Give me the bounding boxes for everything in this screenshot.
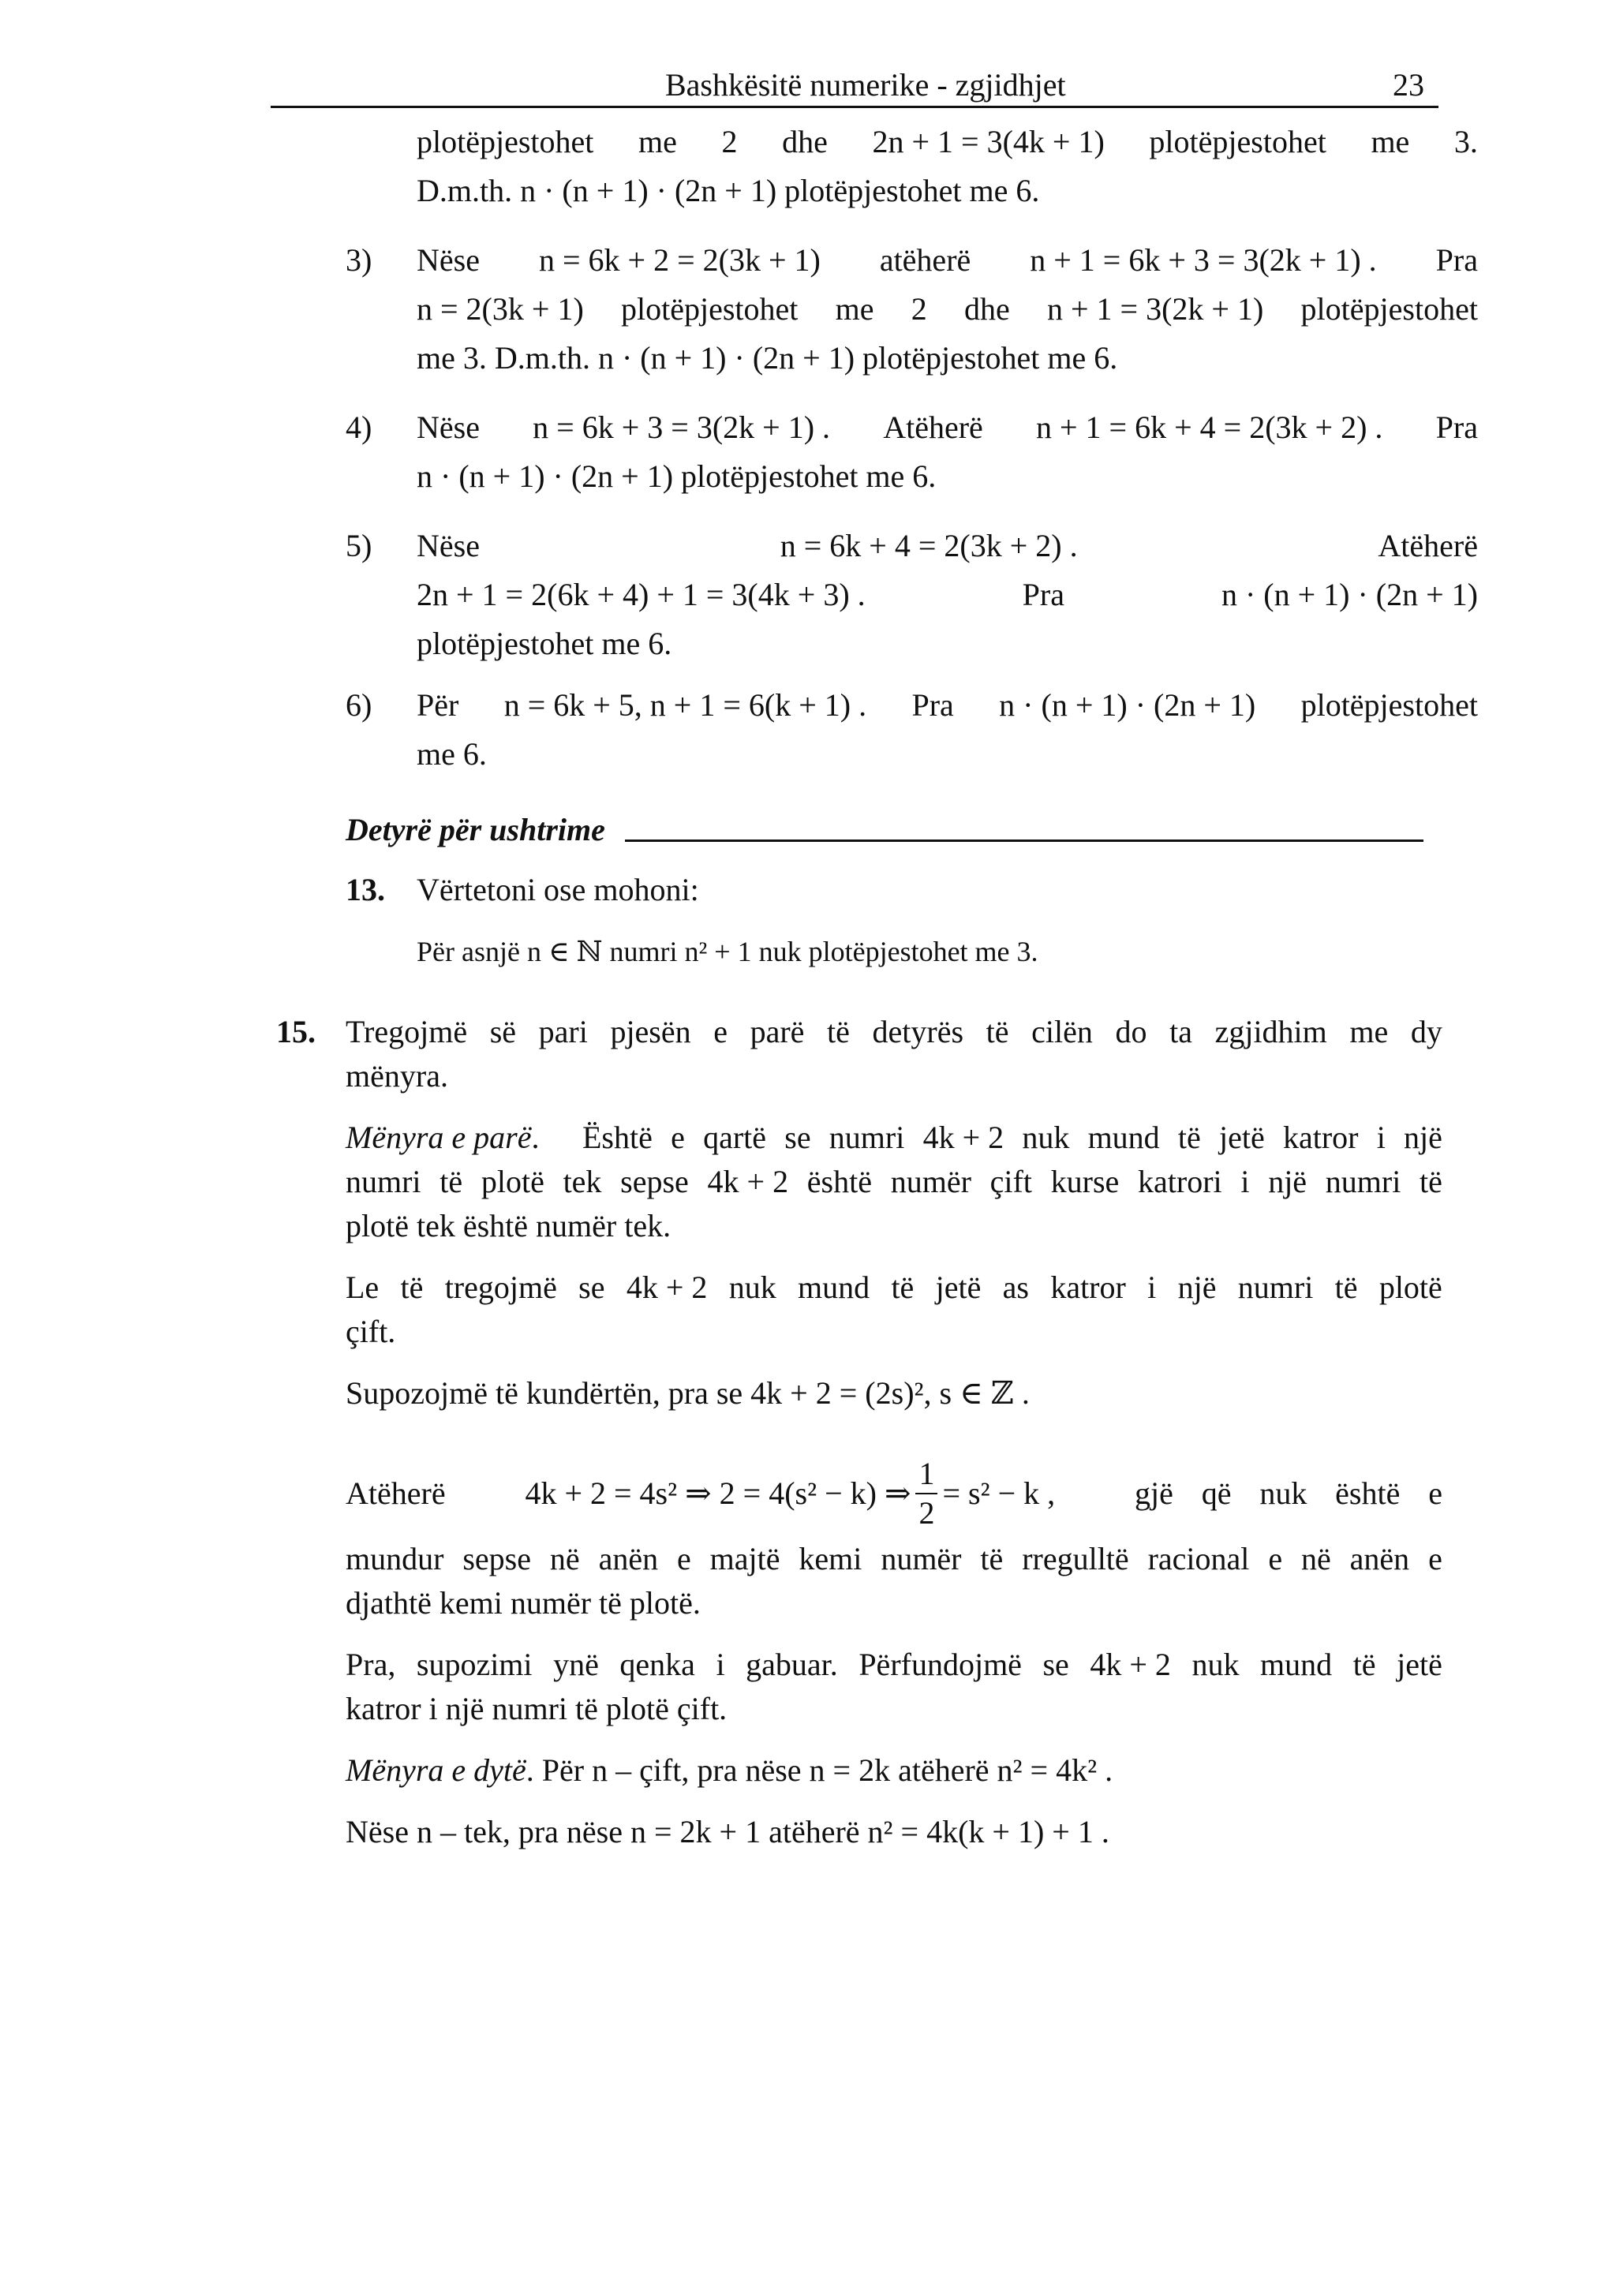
word: mund — [1087, 1120, 1160, 1155]
word: se — [578, 1270, 605, 1305]
word: atëherë — [879, 242, 971, 278]
word: jetë — [1397, 1647, 1442, 1682]
word: është — [806, 1164, 872, 1199]
word: n · (n + 1) · (2n + 1) — [999, 687, 1256, 723]
fraction-numerator: 1 — [915, 1455, 937, 1494]
word: me — [1349, 1014, 1389, 1049]
word: plotëpjestohet — [1149, 124, 1326, 159]
word: jetë — [1219, 1120, 1265, 1155]
p4-math1: 4k + 2 = 4s² ⇒ 2 = 4(s² − k) ⇒ — [525, 1475, 911, 1511]
word: të — [1420, 1164, 1442, 1199]
word: n = 2(3k + 1) — [417, 291, 584, 327]
word: një — [1177, 1270, 1217, 1305]
word: 2 — [721, 124, 738, 159]
exercises-heading-rule — [625, 839, 1423, 842]
word: të — [440, 1164, 463, 1199]
case5-line3: plotëpjestohet me 6. — [417, 626, 672, 661]
case3-line2 — [417, 286, 1478, 333]
word: qenka — [619, 1647, 695, 1682]
p3: Supozojmë të kundërtën, pra se 4k + 2 = (2s)², s ∈ ℤ . — [346, 1375, 1030, 1411]
word: n + 1 = 6k + 4 = 2(3k + 2) . — [1036, 409, 1383, 445]
word: plotëpjestohet — [621, 291, 799, 327]
word: një — [1268, 1164, 1307, 1199]
word: të — [1177, 1120, 1201, 1155]
word: Pra — [1435, 409, 1478, 445]
word: numri — [829, 1120, 905, 1155]
word: Përfundojmë — [858, 1647, 1022, 1682]
word: 2 — [911, 291, 927, 327]
word: plotëpjestohet — [1300, 291, 1478, 327]
word: n = 6k + 4 = 2(3k + 2) . — [780, 528, 1078, 563]
p1-line1-rest — [582, 1114, 1442, 1161]
word: të — [1352, 1647, 1376, 1682]
word: e — [676, 1541, 691, 1576]
word: e — [1428, 1475, 1442, 1511]
case6-line2: me 6. — [417, 736, 487, 772]
word: ynë — [553, 1647, 599, 1682]
word: nuk — [1191, 1647, 1240, 1682]
word: katror — [1282, 1120, 1359, 1155]
word: Pra — [911, 687, 954, 723]
word: mundur — [346, 1541, 444, 1576]
word: rregulltë — [1022, 1541, 1129, 1576]
word: të — [980, 1541, 1004, 1576]
word: të — [891, 1270, 915, 1305]
word: 4k + 2 — [707, 1164, 789, 1199]
running-header-title: Bashkësitë numerike - zgjidhjet — [665, 67, 1066, 103]
word: të — [986, 1014, 1009, 1049]
problem-15-number: 15. — [276, 1014, 316, 1049]
fraction-denominator: 2 — [918, 1495, 935, 1531]
word: katrori — [1138, 1164, 1222, 1199]
word: Atëherë — [883, 409, 983, 445]
word: zgjidhim — [1214, 1014, 1327, 1049]
word: majtë — [709, 1541, 780, 1576]
case6-number: 6) — [346, 687, 372, 723]
word: kemi — [799, 1541, 862, 1576]
word: sepse — [620, 1164, 689, 1199]
case5-line1 — [417, 522, 1478, 570]
case5-line2 — [417, 571, 1478, 619]
word: dhe — [782, 124, 828, 159]
word: i — [716, 1647, 725, 1682]
word: plotë — [481, 1164, 544, 1199]
word: katror — [1050, 1270, 1126, 1305]
word: mund — [1260, 1647, 1333, 1682]
p4 — [346, 1455, 1442, 1532]
word: Tregojmë — [346, 1014, 468, 1049]
exercise-13-prompt: Vërtetoni ose mohoni: — [417, 872, 699, 907]
word: Pra — [1022, 577, 1064, 612]
exercises-heading: Detyrë për ushtrime — [346, 812, 605, 847]
exercise-13-statement: Për asnjë n ∈ ℕ numri n² + 1 nuk plotëpjestohet me 3. — [417, 936, 1038, 967]
word: do — [1115, 1014, 1147, 1049]
word: të — [1334, 1270, 1358, 1305]
word: anën — [1349, 1541, 1410, 1576]
case4-number: 4) — [346, 409, 372, 445]
word: qartë — [703, 1120, 767, 1155]
word: të — [400, 1270, 424, 1305]
word: n + 1 = 6k + 3 = 3(2k + 1) . — [1030, 242, 1377, 278]
word: së — [489, 1014, 517, 1049]
word: një — [1404, 1120, 1442, 1155]
word: se — [1042, 1647, 1069, 1682]
word: n + 1 = 3(2k + 1) — [1046, 291, 1264, 327]
word: Nëse — [417, 528, 480, 563]
problem-15-intro-line2: mënyra. — [346, 1058, 448, 1094]
word: numri — [346, 1164, 421, 1199]
p1-line3: plotë tek është numër tek. — [346, 1208, 671, 1243]
word: i — [1240, 1164, 1250, 1199]
case2-line1 — [417, 118, 1478, 166]
word: e — [713, 1014, 728, 1049]
word: detyrës — [872, 1014, 964, 1049]
word: 4k + 2 — [922, 1120, 1004, 1155]
word: 2n + 1 = 2(6k + 4) + 1 = 3(4k + 3) . — [417, 577, 866, 612]
word: se — [784, 1120, 811, 1155]
word: e — [1268, 1541, 1283, 1576]
word: racional — [1147, 1541, 1250, 1576]
word: numër — [881, 1541, 962, 1576]
word: 4k + 2 — [1090, 1647, 1171, 1682]
word: plotëpjestohet — [1300, 687, 1478, 723]
case4-line2: n · (n + 1) · (2n + 1) plotëpjestohet me 6. — [417, 458, 937, 494]
word: parë — [750, 1014, 805, 1049]
case4-line1 — [417, 404, 1478, 451]
word: dhe — [963, 291, 1010, 327]
page-number: 23 — [1393, 67, 1424, 103]
p7-text: Për n – çift, pra nëse n = 2k atëherë n² = 4k² . — [541, 1752, 1113, 1788]
p7: Mënyra e dytë. Për n – çift, pra nëse n = 2k atëherë n² = 4k² . — [346, 1752, 1113, 1788]
word: Nëse — [417, 242, 480, 278]
word: që — [1201, 1475, 1232, 1511]
word: nuk — [728, 1270, 776, 1305]
p6-line1 — [346, 1641, 1442, 1688]
word: Është — [582, 1120, 653, 1155]
word: jetë — [935, 1270, 982, 1305]
case3-line1 — [417, 237, 1478, 284]
word: nuk — [1022, 1120, 1070, 1155]
word: as — [1002, 1270, 1029, 1305]
word: n = 6k + 2 = 2(3k + 1) — [538, 242, 821, 278]
case3-number: 3) — [346, 242, 372, 278]
word: në — [549, 1541, 580, 1576]
word: n = 6k + 3 = 3(2k + 1) . — [533, 409, 831, 445]
word: çift — [989, 1164, 1032, 1199]
p5-line1 — [346, 1535, 1442, 1583]
case5-number: 5) — [346, 528, 372, 563]
word: 3. — [1453, 124, 1478, 159]
p5-line2: djathtë kemi numër të plotë. — [346, 1585, 701, 1621]
word: numri — [1325, 1164, 1401, 1199]
word: kurse — [1050, 1164, 1120, 1199]
word: gjë — [1135, 1475, 1173, 1511]
p4-tail — [1135, 1470, 1442, 1517]
word: numri — [1237, 1270, 1314, 1305]
word: 2n + 1 = 3(4k + 1) — [872, 124, 1105, 159]
word: të — [827, 1014, 850, 1049]
exercise-13-number: 13. — [346, 872, 385, 907]
p1-line2 — [346, 1158, 1442, 1206]
word: supozimi — [416, 1647, 533, 1682]
word: pari — [538, 1014, 588, 1049]
word: Pra — [1435, 242, 1478, 278]
word: ta — [1169, 1014, 1192, 1049]
p2-line1 — [346, 1264, 1442, 1311]
word: numër — [890, 1164, 971, 1199]
word: mund — [798, 1270, 870, 1305]
case6-line1 — [417, 682, 1478, 729]
word: e — [1428, 1541, 1442, 1576]
p6-line2: katror i një numri të plotë çift. — [346, 1691, 728, 1726]
p4-math2: = s² − k , — [942, 1475, 1056, 1511]
word: me — [1371, 124, 1410, 159]
word: Për — [417, 687, 459, 723]
problem-15-intro-line1 — [346, 1008, 1442, 1056]
word: tek — [563, 1164, 602, 1199]
word: plotë — [1378, 1270, 1442, 1305]
word: në — [1300, 1541, 1331, 1576]
word: anën — [598, 1541, 659, 1576]
word: pjesën — [610, 1014, 691, 1049]
word: e — [671, 1120, 685, 1155]
word: sepse — [462, 1541, 531, 1576]
word: cilën — [1031, 1014, 1093, 1049]
word: nuk — [1259, 1475, 1307, 1511]
one-half-fraction — [915, 1455, 937, 1532]
word: me — [638, 124, 677, 159]
way1-label: Mënyra e parë — [346, 1120, 532, 1155]
p4-start: Atëherë — [346, 1475, 446, 1511]
word: 4k + 2 — [626, 1270, 708, 1305]
word: tregojmë — [444, 1270, 557, 1305]
way2-label: Mënyra e dytë — [346, 1752, 526, 1788]
word: plotëpjestohet — [417, 124, 594, 159]
word: dy — [1410, 1014, 1442, 1049]
case2-line2: D.m.th. n · (n + 1) · (2n + 1) plotëpjestohet me 6. — [417, 173, 1040, 208]
word: Nëse — [417, 409, 480, 445]
p8: Nëse n – tek, pra nëse n = 2k + 1 atëherë n² = 4k(k + 1) + 1 . — [346, 1814, 1109, 1849]
word: Le — [346, 1270, 380, 1305]
p1-line1: Mënyra e parë. Është e qartë se numri 4k + 2 nuk mund të jetë katror i një — [346, 1114, 1442, 1161]
word: është — [1335, 1475, 1401, 1511]
word: gabuar. — [746, 1647, 838, 1682]
word: Pra, — [346, 1647, 396, 1682]
header-rule — [271, 106, 1438, 108]
word: Atëherë — [1378, 528, 1478, 563]
word: n · (n + 1) · (2n + 1) — [1221, 577, 1478, 612]
case3-line3: me 3. D.m.th. n · (n + 1) · (2n + 1) plotëpjestohet me 6. — [417, 340, 1118, 376]
word: n = 6k + 5, n + 1 = 6(k + 1) . — [503, 687, 867, 723]
word: i — [1147, 1270, 1157, 1305]
word: i — [1376, 1120, 1386, 1155]
word: me — [835, 291, 874, 327]
p2-line2: çift. — [346, 1314, 396, 1349]
